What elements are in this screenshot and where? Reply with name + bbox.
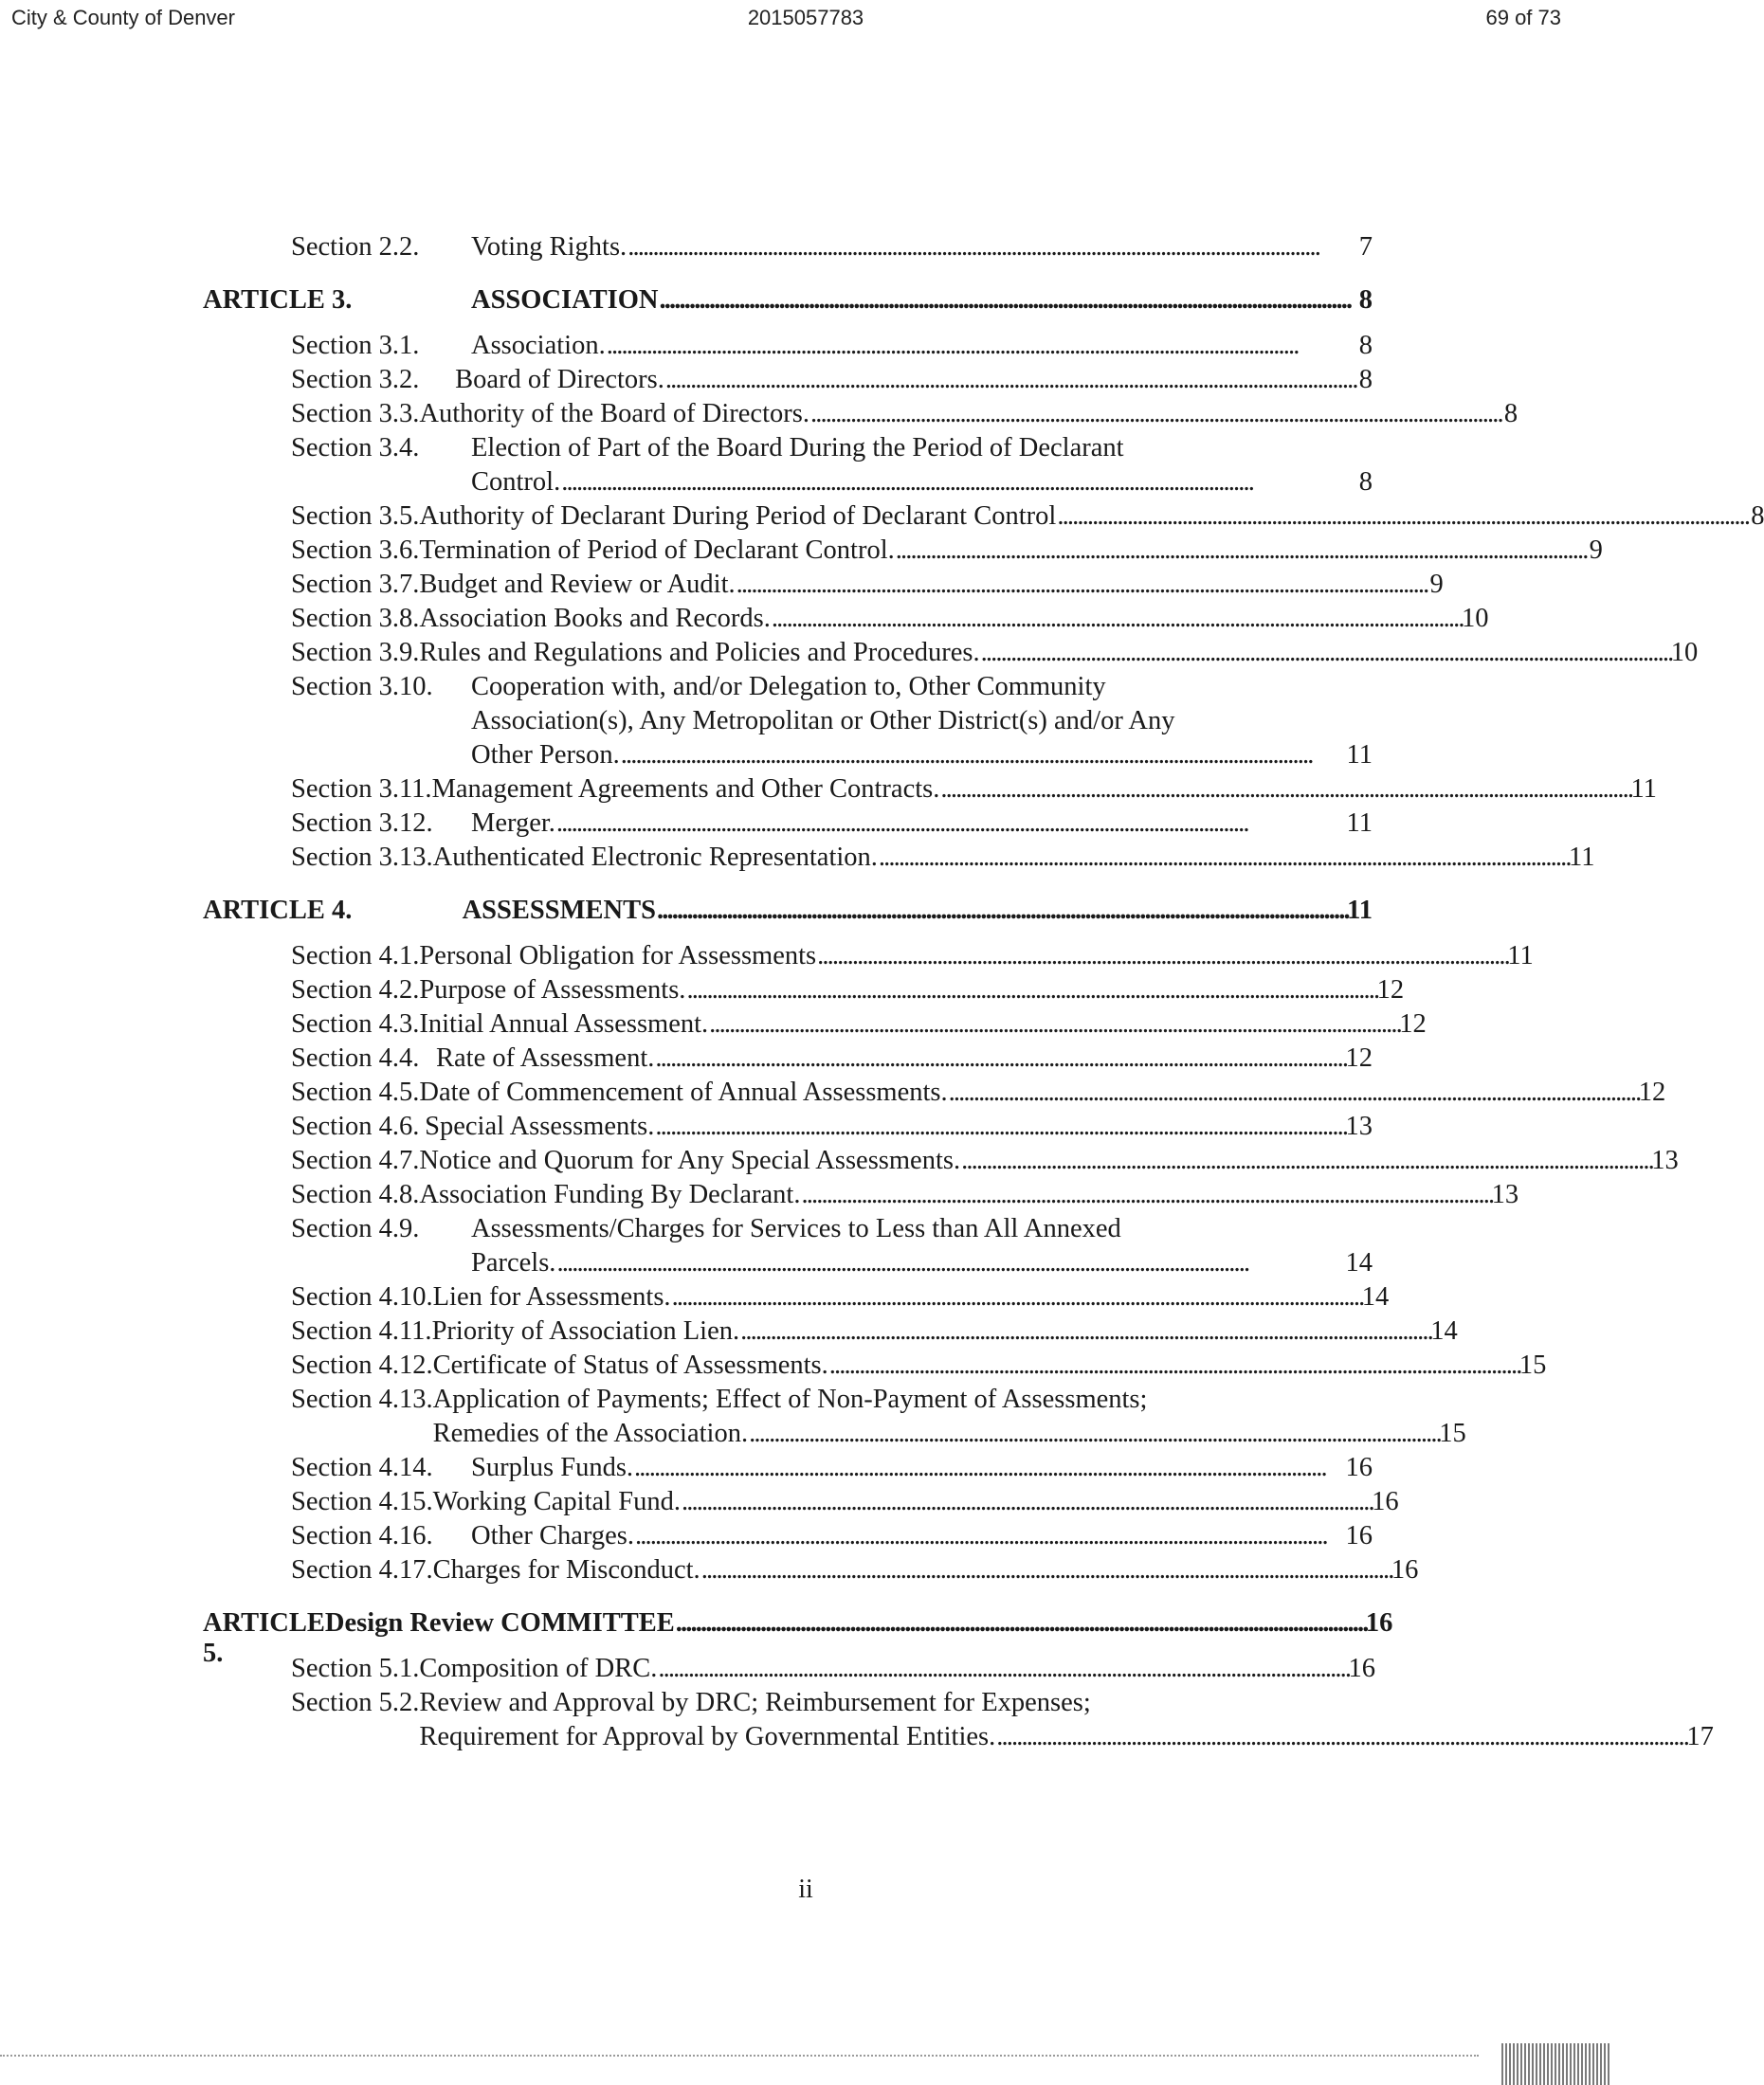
page-ref: 16 (1365, 1608, 1393, 1638)
section-number: Section 4.7. (291, 1146, 420, 1175)
section-title: Review and Approval by DRC; Reimbursement for Expenses; (419, 1688, 1091, 1717)
page-ref: 8 (1358, 467, 1373, 497)
header-page-count: 69 of 73 (1485, 6, 1561, 29)
toc-entry (197, 1212, 1373, 1280)
dot-leader (740, 1314, 1429, 1349)
toc-entry (197, 230, 1373, 264)
section-number: Section 3.13. (291, 843, 433, 872)
section-number: Section 3.5. (291, 501, 420, 531)
section-title: Termination of Period of Declarant Control. (419, 535, 895, 565)
toc-entry (197, 431, 1373, 499)
section-number: Section 5.2. (291, 1688, 420, 1717)
toc-entry (197, 397, 1518, 431)
page-ref: 10 (1461, 604, 1489, 633)
section-title: Parcels. (471, 1248, 556, 1278)
section-title: Association Books and Records. (419, 604, 771, 633)
section-title: Association(s), Any Metropolitan or Other District(s) and/or Any (471, 706, 1175, 735)
toc-entry (197, 534, 1603, 568)
section-number: Section 4.5. (291, 1078, 420, 1107)
page-ref: 12 (1376, 975, 1405, 1005)
page-ref: 12 (1399, 1009, 1427, 1039)
section-title: Personal Obligation for Assessments (419, 941, 817, 970)
dot-leader (709, 1007, 1398, 1042)
section-title: Priority of Association Lien. (431, 1316, 740, 1346)
section-title: Assessments/Charges for Services to Less than All Annexed (471, 1214, 1121, 1243)
toc-entry (197, 499, 1764, 534)
toc-entry (197, 1144, 1679, 1178)
section-number: Section 3.7. (291, 570, 420, 599)
toc-entry (197, 1485, 1399, 1519)
dot-leader (627, 230, 1355, 264)
section-number: Section 3.8. (291, 604, 420, 633)
section-title: Voting Rights. (471, 232, 627, 262)
dot-leader (817, 939, 1506, 973)
toc-entry (197, 841, 1595, 875)
toc-article-heading (197, 896, 1373, 930)
toc-entry (197, 1076, 1666, 1110)
page-ref: 16 (1391, 1555, 1419, 1585)
section-title: Notice and Quorum for Any Special Assessments. (419, 1146, 961, 1175)
section-number: Section 4.15. (291, 1487, 433, 1516)
page-ref: 16 (1345, 1521, 1373, 1550)
dot-leader (896, 534, 1585, 568)
section-title: Remedies of the Association. (432, 1419, 749, 1448)
header-reception-number: 2015057783 (747, 6, 864, 29)
page-ref: 16 (1345, 1453, 1373, 1482)
dot-leader (634, 1451, 1344, 1485)
article-number: ARTICLE 4. (203, 896, 353, 925)
toc-entry (197, 939, 1534, 973)
section-number: Section 3.10. (291, 672, 433, 701)
section-title: Date of Commencement of Annual Assessments. (419, 1078, 948, 1107)
toc-entry (197, 1007, 1427, 1042)
page-ref: 13 (1651, 1146, 1679, 1175)
article-title: ASSESSMENTS (462, 896, 656, 925)
dot-leader (682, 1485, 1371, 1519)
dot-leader (659, 285, 1355, 316)
page-ref: 8 (1358, 365, 1373, 394)
toc-entry (197, 1383, 1466, 1451)
dot-leader (635, 1519, 1344, 1553)
page-ref: 16 (1348, 1654, 1375, 1683)
page-ref: 8 (1358, 331, 1373, 360)
toc-entry (197, 329, 1373, 363)
page-ref: 11 (1507, 941, 1534, 970)
toc-entry (197, 1042, 1373, 1076)
page-ref: 8 (1358, 285, 1373, 315)
toc-entry (197, 1519, 1373, 1553)
dot-leader (561, 465, 1355, 499)
dot-leader (665, 363, 1355, 397)
toc-entry (197, 772, 1657, 807)
dot-leader (658, 1652, 1347, 1686)
dot-leader (949, 1076, 1638, 1110)
scan-artifact-line (0, 2055, 1479, 2060)
page-ref: 15 (1518, 1351, 1547, 1380)
section-number: Section 4.4. (291, 1043, 420, 1073)
dot-leader (810, 397, 1500, 431)
section-number: Section 3.2. (291, 365, 420, 394)
article-number: ARTICLE 5. (203, 1608, 325, 1668)
section-title: Control. (471, 467, 561, 497)
page-ref: 8 (1751, 501, 1764, 531)
section-number: Section 4.2. (291, 975, 420, 1005)
page-ref: 11 (1346, 808, 1373, 838)
toc-entry (197, 636, 1699, 670)
section-title: Certificate of Status of Assessments. (432, 1351, 828, 1380)
section-title: Authenticated Electronic Representation. (432, 843, 878, 872)
page-ref: 12 (1638, 1078, 1666, 1107)
page-ref: 12 (1345, 1043, 1373, 1073)
toc-entry (197, 568, 1444, 602)
toc-entry (197, 1314, 1458, 1349)
section-title: Lien for Assessments. (432, 1282, 671, 1312)
dot-leader (621, 738, 1346, 772)
section-title: Special Assessments. (425, 1112, 655, 1141)
dot-leader (940, 772, 1629, 807)
section-title: Budget and Review or Audit. (419, 570, 736, 599)
section-number: Section 3.9. (291, 638, 420, 667)
page-ref: 11 (1569, 843, 1595, 872)
header-county: City & County of Denver (11, 6, 235, 29)
section-title: Rules and Regulations and Policies and Procedures. (419, 638, 980, 667)
dot-leader (737, 568, 1426, 602)
page-ref: 10 (1670, 638, 1699, 667)
dot-leader (556, 1246, 1344, 1280)
dot-leader (772, 602, 1461, 636)
section-number: Section 4.16. (291, 1521, 433, 1550)
document-header (0, 6, 1611, 34)
page-ref: 17 (1686, 1722, 1714, 1751)
article-number: ARTICLE 3. (203, 285, 353, 315)
dot-leader (829, 1349, 1518, 1383)
section-number: Section 3.11. (291, 774, 432, 804)
page-ref: 7 (1358, 232, 1373, 262)
toc-entry (197, 602, 1489, 636)
toc-entry (197, 1349, 1547, 1383)
section-title: Association. (471, 331, 606, 360)
dot-leader (556, 807, 1346, 841)
section-title: Other Person. (471, 740, 620, 770)
page-ref: 11 (1347, 896, 1373, 925)
page-ref: 14 (1430, 1316, 1458, 1346)
section-number: Section 4.9. (291, 1214, 420, 1243)
toc-entry (197, 1178, 1519, 1212)
dot-leader (657, 896, 1346, 926)
toc-entry (197, 1652, 1373, 1686)
dot-leader (961, 1144, 1650, 1178)
dot-leader (981, 636, 1670, 670)
section-title: Other Charges. (471, 1521, 635, 1550)
toc-entry (197, 1553, 1419, 1587)
section-title: Election of Part of the Board During the Period of Declarant (471, 433, 1124, 462)
section-title: Initial Annual Assessment. (419, 1009, 709, 1039)
section-number: Section 3.4. (291, 433, 420, 462)
article-title: Design Review COMMITTEE (324, 1608, 675, 1638)
section-title: Purpose of Assessments. (419, 975, 686, 1005)
page-ref: 15 (1439, 1419, 1466, 1448)
dot-leader (749, 1417, 1438, 1451)
page-ref: 13 (1491, 1180, 1519, 1209)
page-ref: 11 (1346, 740, 1373, 770)
page-number: ii (798, 1875, 813, 1904)
toc-entry (197, 1451, 1373, 1485)
dot-leader (686, 973, 1375, 1007)
section-title: Management Agreements and Other Contracts. (431, 774, 940, 804)
section-title: Charges for Misconduct. (432, 1555, 700, 1585)
dot-leader (1057, 499, 1746, 534)
page-ref: 14 (1345, 1248, 1373, 1278)
toc-entry (197, 1280, 1390, 1314)
dot-leader (879, 841, 1568, 875)
section-number: Section 4.8. (291, 1180, 420, 1209)
dot-leader (701, 1553, 1391, 1587)
dot-leader (801, 1178, 1490, 1212)
dot-leader (672, 1280, 1361, 1314)
article-title: ASSOCIATION (471, 285, 659, 315)
section-number: Section 3.1. (291, 331, 420, 360)
toc-article-heading (197, 285, 1373, 319)
section-title: Rate of Assessment. (436, 1043, 655, 1073)
scan-barcode-mark (1501, 2043, 1611, 2085)
page-ref: 11 (1630, 774, 1657, 804)
section-number: Section 3.12. (291, 808, 433, 838)
toc-entry (197, 1110, 1373, 1144)
section-number: Section 3.3. (291, 399, 420, 428)
section-number: Section 4.17. (291, 1555, 433, 1585)
section-number: Section 4.14. (291, 1453, 433, 1482)
section-title: Board of Directors. (455, 365, 664, 394)
toc-entry (197, 363, 1373, 397)
section-title: Working Capital Fund. (432, 1487, 681, 1516)
section-title: Authority of Declarant During Period of Declarant Control (419, 501, 1057, 531)
toc-entry (197, 973, 1405, 1007)
toc-article-heading (197, 1608, 1393, 1668)
section-number: Section 4.1. (291, 941, 420, 970)
section-number: Section 4.13. (291, 1385, 433, 1414)
section-number: Section 5.1. (291, 1654, 420, 1683)
section-title: Authority of the Board of Directors. (419, 399, 809, 428)
section-title: Surplus Funds. (471, 1453, 634, 1482)
section-number: Section 4.11. (291, 1316, 432, 1346)
page-ref: 16 (1372, 1487, 1399, 1516)
page-ref: 13 (1345, 1112, 1373, 1141)
dot-leader (607, 329, 1355, 363)
toc-entry (197, 1686, 1714, 1754)
toc-entry (197, 670, 1373, 772)
section-title: Requirement for Approval by Governmental Entities. (419, 1722, 996, 1751)
section-title: Merger. (471, 808, 555, 838)
section-number: Section 3.6. (291, 535, 420, 565)
page-ref: 14 (1361, 1282, 1390, 1312)
dot-leader (655, 1110, 1344, 1144)
section-title: Cooperation with, and/or Delegation to, Other Community (471, 672, 1106, 701)
section-number: Section 2.2. (291, 232, 420, 262)
dot-leader (655, 1042, 1344, 1076)
section-number: Section 4.6. (291, 1112, 420, 1141)
toc-entry (197, 807, 1373, 841)
page-ref: 9 (1429, 570, 1444, 599)
dot-leader (676, 1608, 1365, 1639)
section-title: Association Funding By Declarant. (419, 1180, 801, 1209)
section-title: Composition of DRC. (419, 1654, 658, 1683)
table-of-contents (197, 230, 1764, 1754)
section-number: Section 4.12. (291, 1351, 433, 1380)
section-number: Section 4.3. (291, 1009, 420, 1039)
page-ref: 8 (1503, 399, 1518, 428)
dot-leader (996, 1720, 1685, 1754)
section-title: Application of Payments; Effect of Non-Payment of Assessments; (432, 1385, 1148, 1414)
section-number: Section 4.10. (291, 1282, 433, 1312)
page-ref: 9 (1589, 535, 1603, 565)
